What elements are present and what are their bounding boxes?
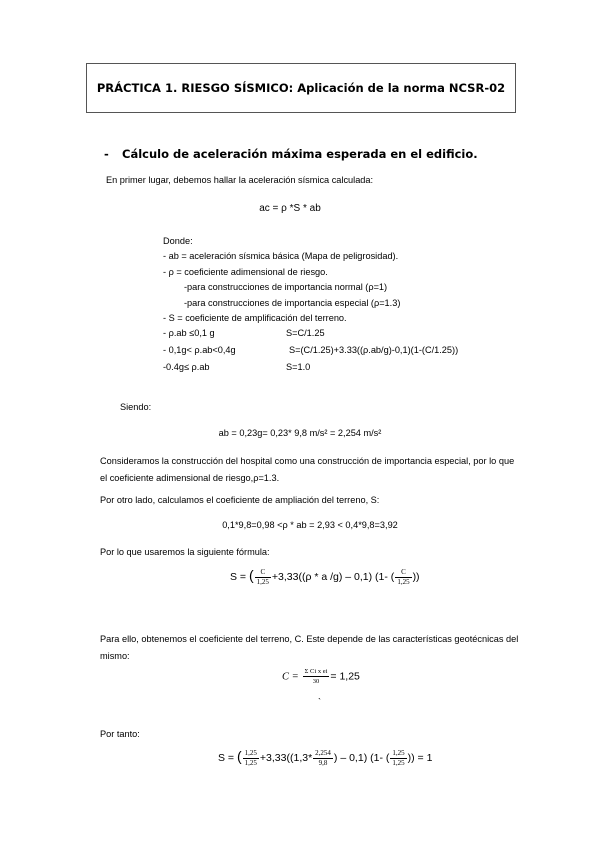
title-box <box>86 63 516 113</box>
donde-item: - ab = aceleración sísmica básica (Mapa de peligrosidad). <box>163 251 399 261</box>
formula-final-mid: 3,33((1,3* <box>266 752 313 764</box>
case-value: S=(C/1.25)+3.33((ρ.ab/g)-0,1)(1-(C/1.25)) <box>289 345 459 355</box>
donde-item: - S = coeficiente de amplificación del terreno. <box>163 313 347 323</box>
formula-s: S = ( $\frac{C}{1,25}$ +3,33((ρ * a /g) – 0,1) (1- ( $\frac{C}{1,25}$ )) <box>230 567 420 586</box>
formula-c <box>282 667 360 686</box>
formula-final-end: )) = 1 <box>407 752 433 764</box>
donde-subitem: -para construcciones de importancia normal (ρ=1) <box>184 282 388 292</box>
donde-label: Donde: <box>163 236 193 246</box>
donde-item: - ρ = coeficiente adimensional de riesgo. <box>163 267 328 277</box>
case-condition: - 0,1g< ρ.ab<0,4g <box>163 345 236 355</box>
page-title: PRÁCTICA 1. RIESGO SÍSMICO: Aplicación de la norma NCSR-02 <box>96 81 506 95</box>
formula-final: S = ( $\frac{1,25}{1,25}$ +3,33((1,3* $\frac{2,254}{9,8}$ ) – 0,1) (1- ( $\frac{1,25}{1,25}$ )) = 1 <box>218 748 433 767</box>
section-bullet: - <box>104 147 109 161</box>
fraction: $\frac{1,25}{1,25}$ <box>392 748 405 767</box>
intro-text: En primer lugar, debemos hallar la aceleración sísmica calculada: <box>106 175 374 185</box>
fraction: $\frac{C}{1,25}$ <box>256 567 269 586</box>
formula-final-lhs: S = <box>218 752 235 764</box>
case-value: S=C/1.25 <box>286 328 325 338</box>
fraction: $\frac{1,25}{1,25}$ <box>244 748 257 767</box>
siendo-label: Siendo: <box>120 402 152 412</box>
donde-subitem: -para construcciones de importancia especial (ρ=1.3) <box>184 298 401 308</box>
paragraph-formula: Por lo que usaremos la siguiente fórmula: <box>100 547 270 557</box>
paragraph-coeficiente: Para ello, obtenemos el coeficiente del terreno, C. Este depende de las características geotécnicas del mismo: <box>100 634 519 661</box>
fraction: $\frac{2,254}{9,8}$ <box>315 748 331 767</box>
formula-s-mid: +3,33((ρ * a /g) – 0,1) (1- ( <box>271 571 395 583</box>
inequality: 0,1*9,8=0,98 <ρ * ab = 2,93 < 0,4*9,8=3,92 <box>222 520 398 530</box>
formula-ab: ab = 0,23g= 0,23* 9,8 m/s² = 2,254 m/s² <box>218 428 382 438</box>
paragraph-terreno: Por otro lado, calculamos el coeficiente de ampliación del terreno, S: <box>100 495 380 505</box>
fraction: $\frac{C}{1,25}$ <box>397 567 410 586</box>
case-value: S=1.0 <box>286 362 311 372</box>
case-condition: - ρ.ab ≤0,1 g <box>163 328 215 338</box>
formula-c-rhs: = 1,25 <box>330 670 360 683</box>
por-tanto-label: Por tanto: <box>100 729 140 739</box>
formula-s-lhs: S = <box>230 571 247 583</box>
formula-ac: ac = ρ *S * ab <box>259 203 321 214</box>
stray-mark: ` <box>318 697 322 707</box>
formula-final-mid2: ) – 0,1) (1- ( <box>333 752 390 764</box>
section-heading: Cálculo de aceleración máxima esperada en el edificio. <box>122 147 478 161</box>
fraction: $\frac{\text{Σ Ci x ei}}{30}$ <box>304 668 328 685</box>
paragraph-hospital: Consideramos la construcción del hospital como una construcción de importancia especial, por lo que el coeficiente adimensional de riesgo,ρ=1.3. <box>100 456 515 483</box>
formula-s-end: )) <box>412 571 420 583</box>
formula-c-lhs: C = <box>282 671 299 683</box>
case-condition: -0.4g≤ ρ.ab <box>163 362 210 372</box>
